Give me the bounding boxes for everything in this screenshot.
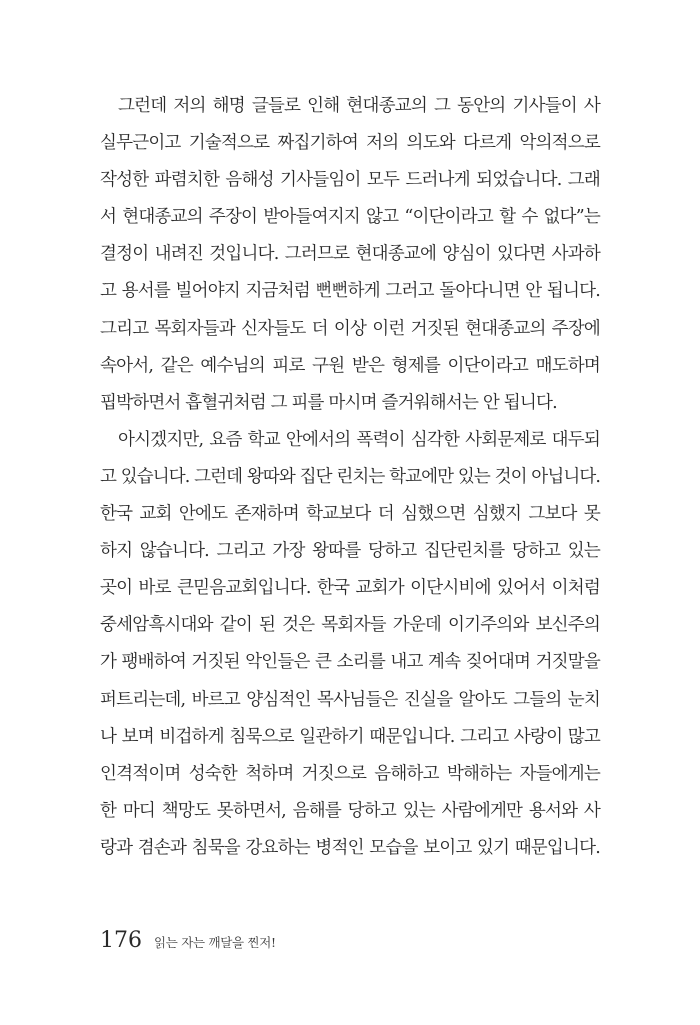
text-line-18: 나 보며 비겁하게 침묵으로 일관하기 때문입니다. 그리고 사랑이 많고 bbox=[100, 726, 600, 747]
text-line-19: 인격적이며 성숙한 척하며 거짓으로 음해하고 박해하는 자들에게는 bbox=[100, 763, 600, 784]
text-line-6: 고 용서를 빌어야지 지금처럼 뻔뻔하게 그러고 돌아다니면 안 됩니다. bbox=[100, 281, 600, 302]
running-title: 읽는 자는 깨달을 찐저! bbox=[154, 935, 276, 950]
text-line-21: 랑과 겸손과 침묵을 강요하는 병적인 모습을 보이고 있기 때문입니다. bbox=[100, 837, 600, 858]
text-line-13: 하지 않습니다. 그리고 가장 왕따를 당하고 집단린치를 당하고 있는 bbox=[100, 541, 600, 562]
text-line-1: 그런데 저의 해명 글들로 인해 현대종교의 그 동안의 기사들이 사 bbox=[118, 96, 600, 116]
text-line-4: 서 현대종교의 주장이 받아들여지지 않고 “이단이라고 할 수 없다”는 bbox=[100, 207, 600, 228]
text-line-2: 실무근이고 기술적으로 짜집기하여 저의 의도와 다르게 악의적으로 bbox=[100, 133, 600, 154]
text-line-7: 그리고 목회자들과 신자들도 더 이상 이런 거짓된 현대종교의 주장에 bbox=[100, 318, 600, 339]
page-number: 176 bbox=[100, 928, 142, 953]
text-line-11: 고 있습니다. 그런데 왕따와 집단 린치는 학교에만 있는 것이 아닙니다. bbox=[100, 466, 600, 487]
text-line-15: 중세암흑시대와 같이 된 것은 목회자들 가운데 이기주의와 보신주의 bbox=[100, 615, 600, 636]
text-line-17: 퍼트리는데, 바르고 양심적인 목사님들은 진실을 알아도 그들의 눈치 bbox=[100, 689, 600, 710]
text-line-10: 아시겠지만, 요즘 학교 안에서의 폭력이 심각한 사회문제로 대두되 bbox=[118, 429, 600, 450]
text-line-12: 한국 교회 안에도 존재하며 학교보다 더 심했으면 심했지 그보다 못 bbox=[100, 504, 600, 525]
text-line-20: 한 마디 책망도 못하면서, 음해를 당하고 있는 사람에게만 용서와 사 bbox=[100, 800, 600, 821]
page-footer bbox=[100, 928, 276, 958]
text-line-16: 가 팽배하여 거짓된 악인들은 큰 소리를 내고 계속 짖어대며 거짓말을 bbox=[100, 652, 600, 673]
text-line-3: 작성한 파렴치한 음해성 기사들임이 모두 드러나게 되었습니다. 그래 bbox=[100, 170, 600, 191]
text-line-14: 곳이 바로 큰믿음교회입니다. 한국 교회가 이단시비에 있어서 이처럼 bbox=[100, 578, 600, 599]
text-line-8: 속아서, 같은 예수님의 피로 구원 받은 형제를 이단이라고 매도하며 bbox=[100, 355, 600, 376]
body-text bbox=[100, 88, 600, 867]
text-line-5: 결정이 내려진 것입니다. 그러므로 현대종교에 양심이 있다면 사과하 bbox=[100, 244, 600, 265]
text-line-9: 핍박하면서 흡혈귀처럼 그 피를 마시며 즐거워해서는 안 됩니다. bbox=[100, 392, 557, 413]
